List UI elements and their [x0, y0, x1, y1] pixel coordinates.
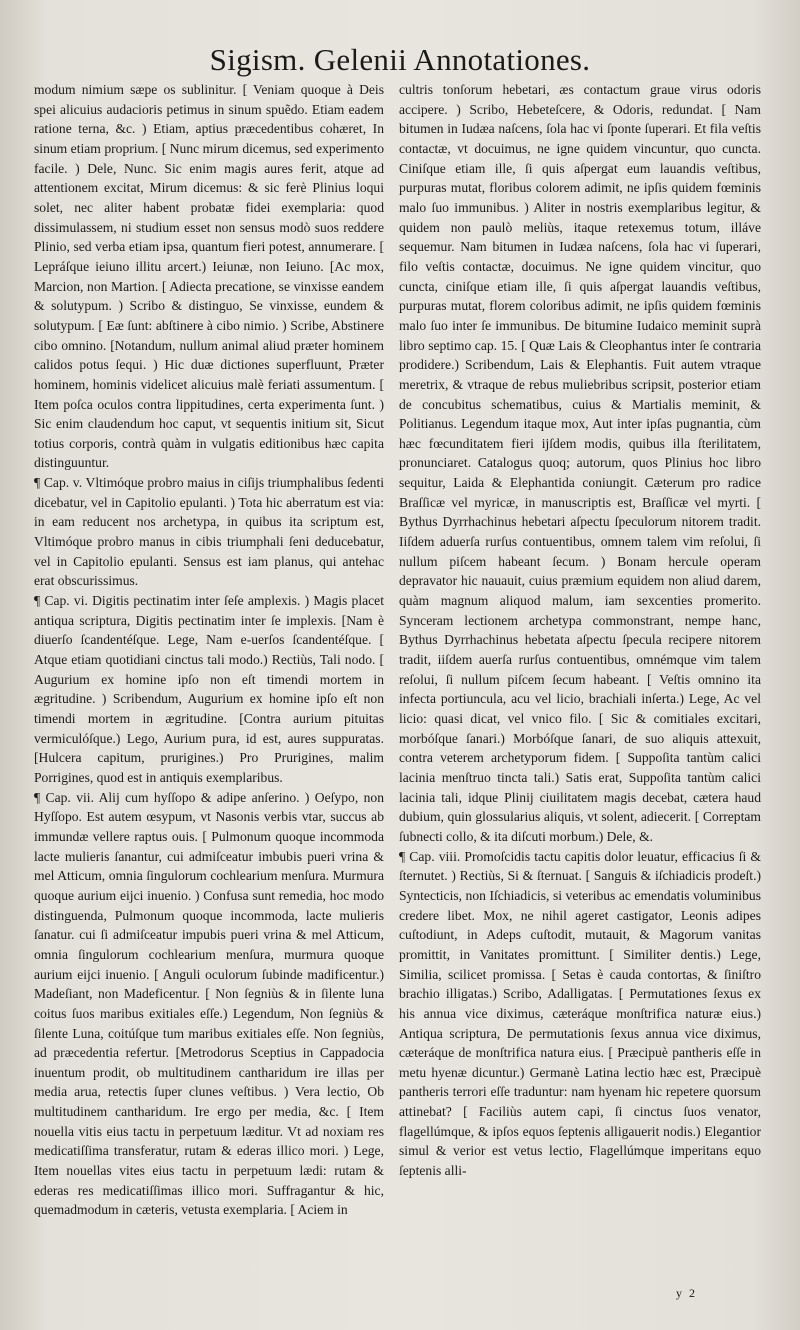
left-column — [34, 80, 384, 1300]
left-paragraph-cap-vii: ¶ Cap. vii. Alij cum hyſſopo & adipe anſerino. ) Oeſypo, non Hyſſopo. Est autem œsypum, vt Nasonis verbis vtar, succus ab immundæ vellere raptus ouis. [ Pulmonum quoque incommoda lacte mulieris ſanantur, cui admiſceatur imbubis pueri vrina & mel Atticum, omnia ſingulorum cochlearium menſura. Murmura quoque aurium eijci inuenio. ) Confusa sunt remedia, hoc modo distinguenda, Pulmonum quoque incommoda, lacte mulieris ſanatur. cui ſi admiſceatur impubis pueri vrina & mel Atticum, omnia ſingulorum cochlearium menſura, murmura quoque aurium eijci inuenio. [ Anguli oculorum ſubinde madificentur.) Madeſiant, non Madeficentur. [ Non ſegniùs & in ſilente luna coitus ſuos maribus exitiales eſſe.) Legendum, Non ſegniùs & ſilente Luna, coitúſque tum maribus exitiales eſſe. Non ſegniùs, ad præcedentia refertur. [Metrodorus Sceptius in Cappadocia inuentum prodit, ob multitudinem cantharidum ire illas per media arua, retectis ſuper clunes veſtibus. ) Vera lectio, Ob multitudinem cantharidum. Ire ergo per media, &c. [ Item nouella vitis eius tactu in perpetuum læditur. Vt ad noxiam res medicatiſſima transferatur, rutam & ederas illico mori. ) Lege, Item nouellas vites eius tactu in perpetuum lædi: rutam & ederas res medicatiſſimas illico mori. Suffragantur & hic, quemadmodum in cæteris, vetusta exemplaria. [ Aciem in — [34, 789, 384, 1218]
left-paragraph-cap-v: ¶ Cap. v. Vltimóque probro maius in ciſijs triumphalibus ſedenti dicebatur, vel in Capitolio epulanti. ) Tota hic aberratum est via: in eam reducent nos archetypa, in quibus ita scriptum est, Vltimóque probro manus in cibis triumphali ſeni deducebatur, vel in Capitolio epulanti. Sensus est iam planus, qui antehac erat obscurissimus. — [34, 475, 384, 589]
page-signature: y 2 — [676, 1286, 697, 1300]
left-paragraph-cap-vi: ¶ Cap. vi. Digitis pectinatim inter ſeſe amplexis. ) Magis placet antiqua scriptura, Digitis pectinatim inter ſe implexis. [Nam è diuerſo ſcandentéſque. Lege, Nam e-uerſos ſcandentéſque. [ Atque etiam quotidiani cinctus tali modo.) Rectiùs, Tali nodo. [ Augurium ex homine ipſo non eſt timendi mortem in ægritudine. ) Scribendum, Augurium ex homine ipſo eſt non timendi mortem in ægritudine. [Contra aurium pituitas vermiculóſque.) Lego, Aurium pura, id est, aures suppuratas. [Hulcera capitum, prurigines.) Pro Prurigines, malim Porrigines, quod est in antiquis exemplaribus. — [34, 593, 384, 785]
running-head-title: Sigism. Gelenii Annotationes. — [209, 42, 591, 77]
right-column — [399, 80, 761, 1300]
left-paragraph-1: modum nimium sæpe os sublinitur. [ Veniam quoque à Deis spei alicuius audacioris petimus in sinum spuẽdo. Etiam eadem ratione terna, &c. ) Etiam, aptius præcedentibus cohæret, In sinum etiam proprium. [ Nunc mirum dicemus, sed experimento facile. ) Dele, Nunc. Sic enim magis aures ferit, atque ad attentionem excitat, Mirum dicemus: & sic ferè Plinius loqui solet, nec aliter habent probatæ fidei exemplaria: quod dissimulassem, ni studium esset non sensus modò suos reddere Plinio, sed verba etiam ipsa, quantum fieri potest, annumerare. [ Lepráſque ieiuno illitu arcert.) Ieiunæ, non Ieiuno. [Ac mox, Marcion, non Martion. [ Adiectа precatione, se vinxisse eandem & solutурum. ) Scribo & distinguo, Se vinxisse, eundem & solutурum. [ Eæ ſunt: abſtinere à cibo nimio. ) Scribe, Abstinere cibo omnino. [Notandum, nullum animal aliud præter hominem calidos potus ſequi. ) Hic duæ dictiones superfluunt, Præter hominem, hominis videlicet alicuius malè feriati assumentum. [ Item poſca oculos contra lippitudines, certa experimenta ſunt. ) Sic enim claudendum hoc caput, vt sequentis initium sit, Sicut totius corporis, contrà quàm in vulgatis editionibus hæc capita distinguuntur. — [34, 82, 384, 471]
right-paragraph-cap-viii: ¶ Cap. viii. Promoſcidis tactu capitis dolor leuatur, efficacius ſi & ſternutet. ) Rectiùs, Si & ſternuat. [ Sanguis & iſchiadicis prodeſt.) Syntecticis, non Iſchiadicis, si veteribus ac emendatis voluminibus credere libet. Mox, ne nihil ageret castigator, Leonis adipes cuſtodiunt, in Adeps cuſtodit, mutauit, & Magorum vanitas promittit, in Vanitates promittunt. [ Similiter dentis.) Lege, Similia, scilicet promissa. [ Setas è cauda contortas, & ſiniſtro brachio illigatas.) Scribo, Adalligatas. [ Permutationes ſexus ex his annua vice diximus, cæteráque monſtrifica naturæ eius.) Antiqua scriptura, De permutationis ſexus annua vice diximus, cæteráque de monſtrifica natura eius. [ Præcipuè pantheris eſſe in metu hyenæ dicuntur.) Germanè Latina lectio hæc est, Præcipuè pantheris terrori eſſe traduntur: nam hyenam hic repetere quorsum attinebat? [ Faciliùs autem capi, ſi cinctus ſuos venator, flagellúmque, & ipſos equos ſeptenis alligauerit nodis.) Elegantior simul & verior est vetus lectio, Flagellúmque imperitans equo ſeptenis alli- — [399, 848, 761, 1179]
right-paragraph-1: cultris tonſorum hebetari, æs contactum graue virus odoris accipere. ) Scribo, Hebeteſcere, & Odoris, redundat. [ Nam bitumen in Iudæa naſcens, ſola hac vi ſponte ſuperari. Et fila veſtis contactæ, vt docuimus, ne igne quidem vincuntur, quo cuncta. Ciniſque etiam ille, ſi quis aſpergat eum lauandis veſtibus, purpuras mutat, floribus colorem adimit, ne ipſis quidem fœminis malo ſuo immunibus. ) Aliter in nostris exemplaribus legitur, & quidem non paulò meliùs, itaque retexemus totum, illáve sequemur. Nam bitumen in Iudæa naſcens, ſola hac vi ſuperari, filo veſtis contactæ, docuimus. Ne igne quidem vincitur, quo cuncta, ciniſque etiam ille, ſi quis aſpergat lauandis veſtibus, purpuras mutat, florem coloribus adimit, ne ipſis quidem fœminis malo ſuo inter ſe immunibus. De bitumine Iudaico meminit suprà libro septimo cap. 15. [ Quæ Lais & Cleophantus inter ſe contraria prodidere.) Scribendum, Lais & Elephantis. Fuit autem vtraque meretrix, & vtraque de rebus muliebribus scripsit, posterior etiam de concubitus schematibus, cuius & Martialis meminit, & Politianus. Legendum itaque mox, Aut inter ipſas pugnantia, cùm hæc fœcunditatem fieri ijſdem modis, quibus illa ſterilitatem, pronunciaret. Catalogus quoq; autorum, quos Plinius hoc libro sequitur, Laida & Elephantida coniungit. Cæterum pro radice Braſſicæ vel myricæ, in manuscriptis est, Braſſicæ vel myrti. [ Bythus Dyrrhachinus hebetari aſpectu ſpeculorum nitorem tradit. Iiſdem aduerſa rurſus contuentibus, omnem talem vim reſolui, ſi nullum piſcem habeant ſecum. ) Bonam hercule operam depravator hic nauauit, cuius præmium equidem non aliud darem, quàm magnum aliquod malum, iam sexcenties promerito. Synceram lectionem archetypa commonstrant, nempe hanc, Bythus Dyrrhachinus hebetata aſpectu ſpecula recipere nitorem tradit, iiſdem auerſa rurſus contuentibus, omnémque vim talem reſolui, ſi nullum piſcem ſecum habeant. [ Veſtis omnino ita infecta portiuncula, acu vel licio, brachiali inſerta.) Lege, Ac vel licio: quasi dicat, vel vnico filo. [ Sic & comitiales excitari, morbóſque ſanari.) Morbóſque ſanari, de suo aliquis attexuit, contra veterem archetyporum fidem. [ Suppoſita tantùm calici lacinia menſtruo tincta tali.) Satis erat, Suppoſita tantùm calici lacinia tali, idque Plinij ciuilitatem magis decebat, cætera haud dubium, quin glossularius aliquis, vt solent, adiecerit. [ Correptam ſubnecti collo, & ita diſcuti morbum.) Dele, &. — [399, 82, 761, 844]
